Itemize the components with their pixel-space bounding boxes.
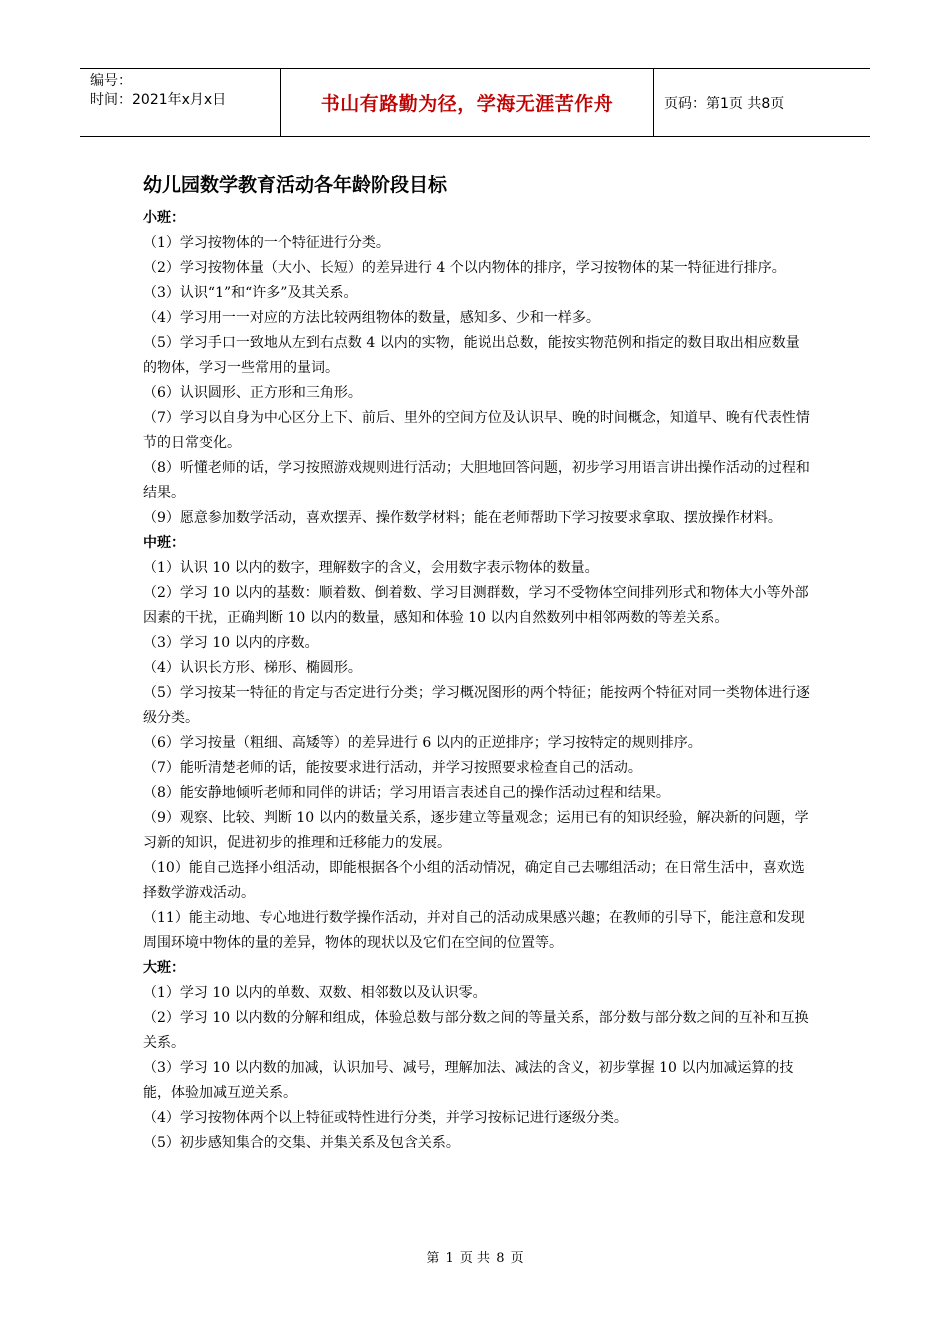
section-label: 大班： [143,960,185,976]
list-item: （8）听懂老师的话，学习按照游戏规则进行活动；大胆地回答问题，初步学习用语言讲出操作活动的过程和结果。 [143,460,810,501]
section-label: 中班： [143,535,185,551]
list-item: （2）学习按物体量（大小、长短）的差异进行 4 个以内物体的排序，学习按物体的某一特征进行排序。 [143,260,786,276]
list-item: （5）学习手口一致地从左到右点数 4 以内的实物，能说出总数，能按实物范例和指定的数目取出相应数量的物体，学习一些常用的量词。 [143,335,800,376]
list-item: （11）能主动地、专心地进行数学操作活动，并对自己的活动成果感兴趣；在教师的引导下，能注意和发现周围环境中物体的量的差异，物体的现状以及它们在空间的位置等。 [143,910,805,951]
number-label: 编号： [90,73,132,89]
section-label: 小班： [143,210,185,226]
footer-prefix: 第 [426,1251,440,1266]
footer-suffix: 页 [510,1251,524,1266]
footer-page-number: 1 [445,1251,454,1266]
list-item: （2）学习 10 以内的基数：顺着数、倒着数、学习目测群数，学习不受物体空间排列形式和物体大小等外部因素的干扰，正确判断 10 以内的数量，感知和体验 10 以内自然数列中相邻两数的等差关系。 [143,585,809,626]
list-item: （10）能自己选择小组活动，即能根据各个小组的活动情况，确定自己去哪组活动；在日常生活中，喜欢选择数学游戏活动。 [143,860,805,901]
page-footer [0,1247,950,1266]
list-item: （7）学习以自身为中心区分上下、前后、里外的空间方位及认识早、晚的时间概念，知道早、晚有代表性情节的日常变化。 [143,410,810,451]
list-item: （3）认识“1”和“许多”及其关系。 [143,285,358,301]
header-motto: 书山有路勤为径，学海无涯苦作舟 [320,93,614,115]
list-item: （4）认识长方形、梯形、椭圆形。 [143,660,362,676]
list-item: （1）学习 10 以内的单数、双数、相邻数以及认识零。 [143,985,487,1001]
list-item: （9）愿意参加数学活动，喜欢摆弄、操作数学材料；能在老师帮助下学习按要求拿取、摆放操作材料。 [143,510,782,526]
list-item: （9）观察、比较、判断 10 以内的数量关系，逐步建立等量观念；运用已有的知识经验，解决新的问题，学习新的知识，促进初步的推理和迁移能力的发展。 [143,810,809,851]
list-item: （6）认识圆形、正方形和三角形。 [143,385,362,401]
header-meta [80,69,280,136]
document-title: 幼儿园数学教育活动各年龄阶段目标 [143,174,448,196]
list-item: （4）学习用一一对应的方法比较两组物体的数量，感知多、少和一样多。 [143,310,600,326]
list-item: （5）初步感知集合的交集、并集关系及包含关系。 [143,1135,460,1151]
time-label: 时间：2021年x月x日 [90,92,227,108]
list-item: （1）认识 10 以内的数字，理解数字的含义，会用数字表示物体的数量。 [143,560,599,576]
document-body [143,206,811,1156]
list-item: （7）能听清楚老师的话，能按要求进行活动，并学习按照要求检查自己的活动。 [143,760,642,776]
list-item: （6）学习按量（粗细、高矮等）的差异进行 6 以内的正逆排序；学习按特定的规则排序。 [143,735,702,751]
list-item: （5）学习按某一特征的肯定与否定进行分类；学习概况图形的两个特征；能按两个特征对同一类物体进行逐级分类。 [143,685,810,726]
list-item: （4）学习按物体两个以上特征或特性进行分类，并学习按标记进行逐级分类。 [143,1110,628,1126]
list-item: （2）学习 10 以内数的分解和组成，体验总数与部分数之间的等量关系，部分数与部分数之间的互补和互换关系。 [143,1010,809,1051]
footer-total-pages: 8 [496,1251,505,1266]
footer-middle: 页 共 [459,1251,491,1266]
list-item: （1）学习按物体的一个特征进行分类。 [143,235,390,251]
list-item: （8）能安静地倾听老师和同伴的讲话；学习用语言表述自己的操作活动过程和结果。 [143,785,670,801]
page-header [80,68,870,137]
list-item: （3）学习 10 以内数的加减，认识加号、减号，理解加法、减法的含义，初步掌握 10 以内加减运算的技能，体验加减互逆关系。 [143,1060,794,1101]
header-page-info: 页码：第1页 共8页 [664,95,785,112]
list-item: （3）学习 10 以内的序数。 [143,635,319,651]
